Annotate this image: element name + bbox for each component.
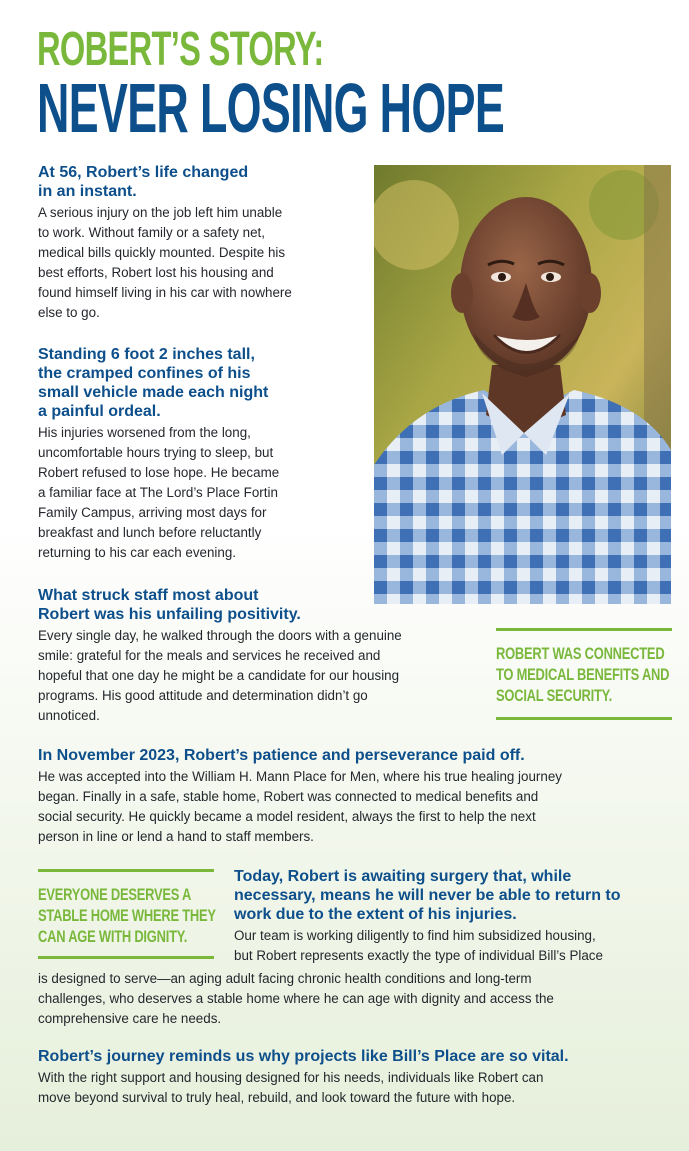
heading-line: Standing 6 foot 2 inches tall, (38, 346, 255, 363)
body-line: breakfast and lunch before reluctantly (38, 525, 262, 540)
body-line: unnoticed. (38, 708, 100, 723)
body-line: His injuries worsened from the long, (38, 425, 251, 440)
heading-line: At 56, Robert’s life changed (38, 164, 249, 181)
body-line: else to go. (38, 305, 100, 320)
body-line: He was accepted into the William H. Mann Place for Men, where his true healing journey (38, 769, 562, 784)
body-line: returning to his car each evening. (38, 545, 237, 560)
body-line: person in line or lend a hand to staff members. (38, 829, 314, 844)
robert-photo (374, 165, 671, 604)
heading-line: in an instant. (38, 183, 137, 200)
body-line: comprehensive care he needs. (38, 1011, 222, 1026)
body-line: social security. He quickly became a model resident, always the first to help the next (38, 809, 536, 824)
body-line: but Robert represents exactly the type of individual Bill’s Place (234, 948, 603, 963)
body-line: Robert refused to lose hope. He became (38, 465, 280, 480)
body-line: move beyond survival to truly heal, rebuild, and look toward the future with hope. (38, 1090, 516, 1105)
title-line-2: NEVER LOSING HOPE (37, 69, 505, 147)
pullquote-line: EVERYONE DESERVES A (38, 885, 192, 904)
section-positivity (38, 586, 478, 726)
body-line: programs. His good attitude and determination didn’t go (38, 688, 368, 703)
heading-line: What struck staff most about (38, 587, 259, 604)
body-line: medical bills quickly mounted. Despite his (38, 245, 286, 260)
body-line: uncomfortable hours trying to sleep, but (38, 445, 274, 460)
title-line-1: ROBERT’S STORY: (37, 23, 324, 76)
section-awaiting-surgery (234, 867, 674, 966)
pullquote-text (496, 643, 670, 706)
body-line: smile: grateful for the meals and services he received and (38, 648, 381, 663)
pullquote-line: CAN AGE WITH DIGNITY. (38, 927, 188, 946)
pullquote-line: TO MEDICAL BENEFITS AND (496, 665, 670, 684)
body-line: Our team is working diligently to find him subsidized housing, (234, 928, 596, 943)
section-journey-reminds (38, 1047, 668, 1108)
body-line: is designed to serve—an aging adult facing chronic health conditions and long-term (38, 971, 532, 986)
pullquote-text (38, 884, 216, 947)
section-body (38, 969, 668, 1029)
body-line: found himself living in his car with nowhere (38, 285, 292, 300)
pullquote-medical-benefits (496, 628, 672, 720)
body-line: to work. Without family or a safety net, (38, 225, 265, 240)
body-line: Family Campus, arriving most days for (38, 505, 267, 520)
body-line: challenges, who deserves a stable home where he can age with dignity and access the (38, 991, 554, 1006)
heading-line: Today, Robert is awaiting surgery that, while (234, 868, 572, 885)
section-body (38, 767, 668, 847)
body-line: hopeful that one day he might be a candidate for our housing (38, 668, 400, 683)
heading-line: Robert was his unfailing positivity. (38, 606, 301, 623)
body-line: Every single day, he walked through the doors with a genuine (38, 628, 402, 643)
body-line: With the right support and housing designed for his needs, individuals like Robert can (38, 1070, 544, 1085)
body-line: best efforts, Robert lost his housing and (38, 265, 274, 280)
section-heading: Robert’s journey reminds us why projects like Bill’s Place are so vital. (38, 1048, 569, 1065)
heading-line: the cramped confines of his (38, 365, 251, 382)
body-line: began. Finally in a safe, stable home, Robert was connected to medical benefits and (38, 789, 539, 804)
section-body (38, 1068, 668, 1108)
pullquote-age-with-dignity (38, 869, 214, 959)
body-line: A serious injury on the job left him unable (38, 205, 283, 220)
heading-line: work due to the extent of his injuries. (234, 906, 517, 923)
heading-line: necessary, means he will never be able to return to (234, 887, 621, 904)
pullquote-line: STABLE HOME WHERE THEY (38, 906, 216, 925)
section-body (38, 423, 358, 563)
section-heading (38, 345, 358, 421)
portrait-illustration (374, 165, 671, 604)
section-body (234, 926, 674, 966)
section-november-2023 (38, 746, 668, 847)
heading-line: small vehicle made each night (38, 384, 269, 401)
section-heading: In November 2023, Robert’s patience and perseverance paid off. (38, 747, 525, 764)
section-standing-tall (38, 345, 358, 563)
section-life-changed (38, 163, 358, 323)
pullquote-line: SOCIAL SECURITY. (496, 686, 613, 705)
body-line: a familiar face at The Lord’s Place Fortin (38, 485, 278, 500)
section-heading (38, 163, 358, 201)
pullquote-line: ROBERT WAS CONNECTED (496, 644, 665, 663)
section-awaiting-surgery-cont (38, 969, 668, 1029)
section-heading (234, 867, 674, 924)
section-heading (38, 586, 478, 624)
section-body (38, 203, 358, 323)
heading-line: a painful ordeal. (38, 403, 161, 420)
section-body (38, 626, 478, 726)
